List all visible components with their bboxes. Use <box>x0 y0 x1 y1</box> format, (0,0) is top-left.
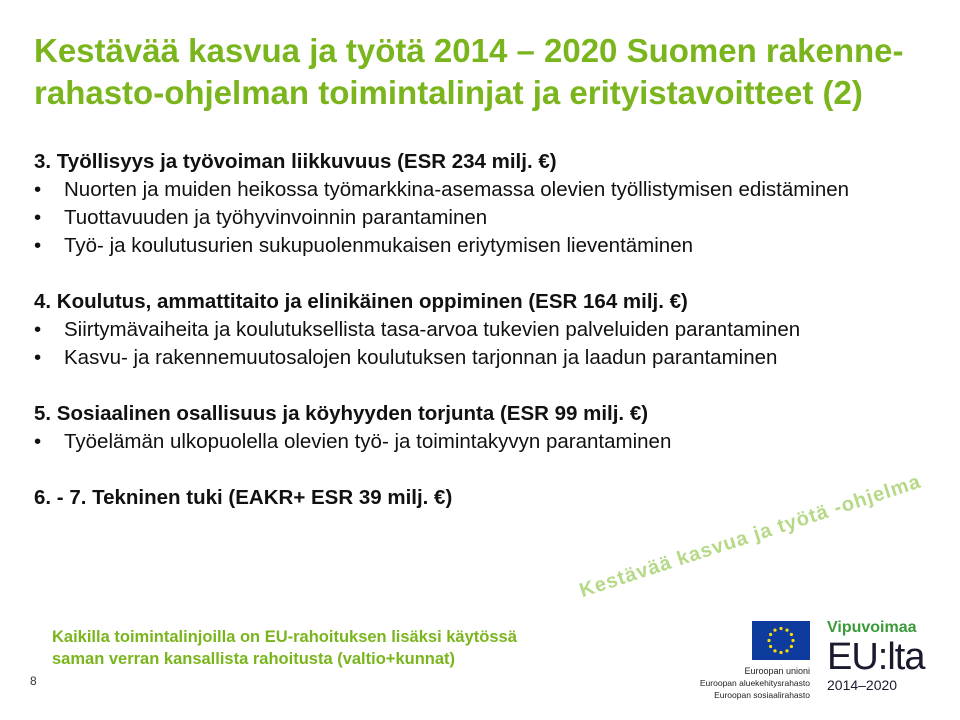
program-slogan-watermark: Kestävää kasvua ja työtä -ohjelma <box>576 470 924 603</box>
bullet-item: • Työelämän ulkopuolella olevien työ- ja toimintakyvyn parantaminen <box>34 428 934 456</box>
vipuvoimaa-years: 2014–2020 <box>827 677 898 693</box>
section-heading: 5. Sosiaalinen osallisuus ja köyhyyden torjunta (ESR 99 milj. €) <box>34 402 649 425</box>
funding-note <box>52 626 517 670</box>
section-4 <box>34 288 934 372</box>
bullet-list <box>34 176 934 260</box>
bullet-item: • Tuottavuuden ja työhyvinvoinnin parantaminen <box>34 204 934 232</box>
slide-title-line-1: Kestävää kasvua ja työtä 2014 – 2020 Suomen rakenne- <box>34 32 904 69</box>
slide-title <box>34 30 944 114</box>
section-heading: 4. Koulutus, ammattitaito ja elinikäinen oppiminen (ESR 164 milj. €) <box>34 290 688 313</box>
bullet-item: • Siirtymävaiheita ja koulutuksellista tasa-arvoa tukevien palveluiden parantaminen <box>34 316 934 344</box>
eu-flag-icon <box>752 621 810 660</box>
funding-note-line-2: saman verran kansallista rahoitusta (valtio+kunnat) <box>52 650 456 668</box>
slide-content <box>34 148 934 512</box>
bullet-item: • Kasvu- ja rakennemuutosalojen koulutuksen tarjonnan ja laadun parantaminen <box>34 344 934 372</box>
funding-note-line-1: Kaikilla toimintalinjoilla on EU-rahoituksen lisäksi käytössä <box>52 628 517 646</box>
section-heading: 6. - 7. Tekninen tuki (EAKR+ ESR 39 milj. €) <box>34 486 453 509</box>
slide-title-line-2: rahasto-ohjelman toimintalinjat ja erityistavoitteet (2) <box>34 74 863 111</box>
bullet-item: • Työ- ja koulutusurien sukupuolenmukaisen eriytymisen lieventäminen <box>34 232 934 260</box>
bullet-list <box>34 428 934 456</box>
eu-logo-text: Euroopan aluekehitysrahasto <box>699 678 810 688</box>
eu-logo-text: Euroopan unioni <box>744 666 810 676</box>
eu-logo <box>692 621 810 701</box>
section-3 <box>34 148 934 260</box>
eu-logo-text: Euroopan sosiaalirahasto <box>714 690 810 700</box>
vipuvoimaa-eu-text: EU:lta <box>827 636 925 678</box>
page-number: 8 <box>30 674 37 688</box>
bullet-item: • Nuorten ja muiden heikossa työmarkkina-asemassa olevien työllistymisen edistäminen <box>34 176 934 204</box>
bullet-list <box>34 316 934 372</box>
section-heading: 3. Työllisyys ja työvoiman liikkuvuus (ESR 234 milj. €) <box>34 150 557 173</box>
vipuvoimaa-name: Vipuvoimaa <box>827 619 917 636</box>
vipuvoimaa-logo <box>827 619 937 693</box>
section-5 <box>34 400 934 456</box>
